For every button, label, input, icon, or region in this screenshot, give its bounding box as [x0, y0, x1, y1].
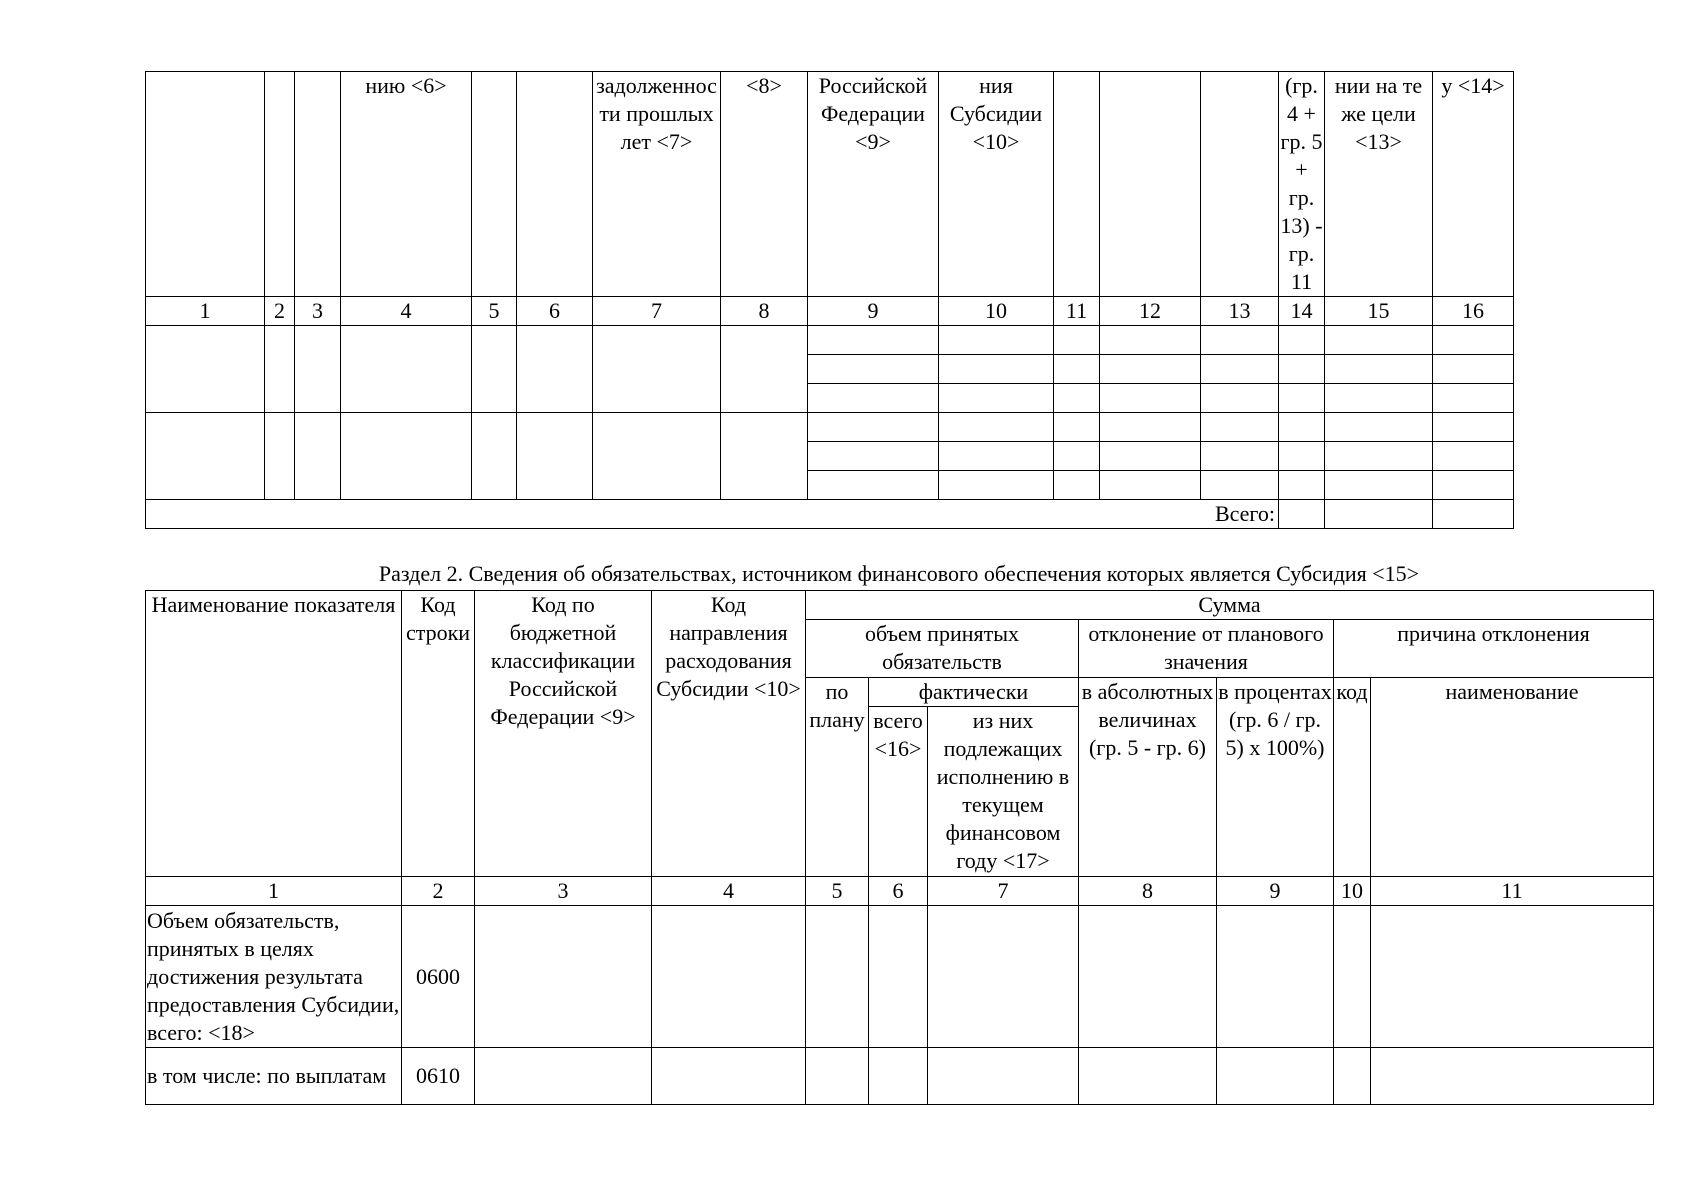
- header-sum: Сумма: [806, 591, 1654, 620]
- column-number: 2: [265, 297, 295, 326]
- empty-cell: [1325, 413, 1433, 442]
- empty-cell: [1279, 355, 1325, 384]
- empty-cell: [472, 413, 517, 500]
- empty-cell: [1334, 906, 1371, 1048]
- section2-caption: Раздел 2. Сведения об обязательствах, источником финансового обеспечения которых является Субсидия <15>: [378, 561, 1420, 586]
- empty-cell: [265, 413, 295, 500]
- empty-cell: [806, 906, 869, 1048]
- header-cell: [265, 72, 295, 297]
- empty-cell: [1325, 500, 1433, 529]
- column-number: 4: [652, 877, 806, 906]
- header-name: Наименование показателя: [146, 591, 402, 877]
- empty-cell: [1201, 413, 1279, 442]
- empty-cell: [146, 326, 265, 413]
- header-plan: по плану: [806, 678, 869, 877]
- table-row: [146, 906, 1654, 1048]
- section2-header-row: [146, 591, 1654, 620]
- header-cell: [295, 72, 341, 297]
- empty-cell: [1079, 1048, 1217, 1105]
- empty-cell: [1054, 326, 1100, 355]
- column-number: 6: [869, 877, 928, 906]
- column-number: 16: [1433, 297, 1514, 326]
- empty-cell: [1054, 355, 1100, 384]
- column-number: 1: [146, 297, 265, 326]
- section1-header-row: [146, 72, 1514, 297]
- column-number: 7: [928, 877, 1079, 906]
- empty-cell: [1100, 326, 1201, 355]
- empty-cell: [517, 413, 593, 500]
- header-cell: [1100, 72, 1201, 297]
- header-volume: объем принятых обязательств: [806, 620, 1079, 678]
- empty-cell: [1054, 471, 1100, 500]
- empty-cell: [939, 384, 1054, 413]
- empty-cell: [1433, 471, 1514, 500]
- row-code: 0610: [402, 1048, 475, 1105]
- empty-cell: [295, 326, 341, 413]
- empty-cell: [1217, 1048, 1334, 1105]
- header-line-code: Код строки: [402, 591, 475, 877]
- table-row: [146, 413, 1514, 442]
- empty-cell: [517, 326, 593, 413]
- empty-cell: [1100, 355, 1201, 384]
- header-cell: [146, 72, 265, 297]
- header-cell: нию <6>: [341, 72, 472, 297]
- empty-cell: [808, 413, 939, 442]
- empty-cell: [1371, 906, 1654, 1048]
- table-row: [146, 326, 1514, 355]
- empty-cell: [1201, 355, 1279, 384]
- column-number: 7: [593, 297, 721, 326]
- header-cell: задолженности прошлых лет <7>: [593, 72, 721, 297]
- empty-cell: [806, 1048, 869, 1105]
- column-number: 6: [517, 297, 593, 326]
- column-number: 3: [295, 297, 341, 326]
- empty-cell: [1279, 326, 1325, 355]
- empty-cell: [1201, 471, 1279, 500]
- section2-table: [145, 590, 1654, 1105]
- column-number: 3: [475, 877, 652, 906]
- header-cell: (гр. 4 + гр. 5 + гр. 13) - гр. 11: [1279, 72, 1325, 297]
- column-number: 4: [341, 297, 472, 326]
- header-reason: причина отклонения: [1334, 620, 1654, 678]
- empty-cell: [928, 1048, 1079, 1105]
- total-row: [146, 500, 1514, 529]
- column-number: 15: [1325, 297, 1433, 326]
- header-abs: в абсолютных величинах (гр. 5 - гр. 6): [1079, 678, 1217, 877]
- empty-cell: [1334, 1048, 1371, 1105]
- empty-cell: [475, 906, 652, 1048]
- empty-cell: [1433, 442, 1514, 471]
- empty-cell: [1100, 413, 1201, 442]
- column-number: 5: [806, 877, 869, 906]
- empty-cell: [869, 906, 928, 1048]
- empty-cell: [1054, 413, 1100, 442]
- header-cell: <8>: [721, 72, 808, 297]
- empty-cell: [1201, 442, 1279, 471]
- empty-cell: [869, 1048, 928, 1105]
- table-row: [146, 1048, 1654, 1105]
- header-deviation: отклонение от планового значения: [1079, 620, 1334, 678]
- header-cell: ния Субсидии <10>: [939, 72, 1054, 297]
- header-actual-current: из них подлежащих исполнению в текущем финансовом году <17>: [928, 707, 1079, 877]
- empty-cell: [295, 413, 341, 500]
- column-number: 12: [1100, 297, 1201, 326]
- empty-cell: [721, 326, 808, 413]
- empty-cell: [1371, 1048, 1654, 1105]
- column-number: 10: [1334, 877, 1371, 906]
- empty-cell: [939, 471, 1054, 500]
- column-number: 11: [1054, 297, 1100, 326]
- empty-cell: [652, 906, 806, 1048]
- header-direction-code: Код направления расходования Субсидии <10>: [652, 591, 806, 877]
- header-actual: фактически: [869, 678, 1079, 707]
- column-number: 9: [1217, 877, 1334, 906]
- empty-cell: [1325, 326, 1433, 355]
- empty-cell: [1054, 442, 1100, 471]
- header-budget-code: Код по бюджетной классификации Российской Федерации <9>: [475, 591, 652, 877]
- header-reason-name: наименование: [1371, 678, 1654, 877]
- empty-cell: [721, 413, 808, 500]
- empty-cell: [475, 1048, 652, 1105]
- header-code: код: [1334, 678, 1371, 877]
- total-label: Всего:: [146, 500, 1279, 529]
- empty-cell: [808, 471, 939, 500]
- empty-cell: [1201, 384, 1279, 413]
- section1-table: [145, 71, 1514, 529]
- empty-cell: [808, 384, 939, 413]
- empty-cell: [1100, 471, 1201, 500]
- header-actual-total: всего <16>: [869, 707, 928, 877]
- empty-cell: [341, 326, 472, 413]
- column-number: 2: [402, 877, 475, 906]
- empty-cell: [1325, 355, 1433, 384]
- header-cell: у <14>: [1433, 72, 1514, 297]
- column-numbers-row: [146, 877, 1654, 906]
- empty-cell: [1079, 906, 1217, 1048]
- empty-cell: [1433, 384, 1514, 413]
- empty-cell: [939, 442, 1054, 471]
- header-cell: нии на те же цели <13>: [1325, 72, 1433, 297]
- row-name: в том числе: по выплатам: [146, 1048, 402, 1105]
- empty-cell: [928, 906, 1079, 1048]
- empty-cell: [1433, 413, 1514, 442]
- row-code: 0600: [402, 906, 475, 1048]
- empty-cell: [1054, 384, 1100, 413]
- column-number: 9: [808, 297, 939, 326]
- empty-cell: [1279, 500, 1325, 529]
- column-number: 14: [1279, 297, 1325, 326]
- header-cell: Российской Федерации <9>: [808, 72, 939, 297]
- header-cell: [1201, 72, 1279, 297]
- header-pct: в процентах (гр. 6 / гр. 5) x 100%): [1217, 678, 1334, 877]
- header-cell: [472, 72, 517, 297]
- empty-cell: [1279, 413, 1325, 442]
- empty-cell: [1433, 326, 1514, 355]
- empty-cell: [1279, 384, 1325, 413]
- column-number: 5: [472, 297, 517, 326]
- empty-cell: [808, 355, 939, 384]
- empty-cell: [1325, 442, 1433, 471]
- empty-cell: [652, 1048, 806, 1105]
- empty-cell: [593, 413, 721, 500]
- empty-cell: [265, 326, 295, 413]
- empty-cell: [472, 326, 517, 413]
- column-number: 10: [939, 297, 1054, 326]
- empty-cell: [1100, 442, 1201, 471]
- empty-cell: [1433, 355, 1514, 384]
- empty-cell: [1279, 442, 1325, 471]
- empty-cell: [1201, 326, 1279, 355]
- empty-cell: [808, 442, 939, 471]
- empty-cell: [1217, 906, 1334, 1048]
- empty-cell: [593, 326, 721, 413]
- empty-cell: [1433, 500, 1514, 529]
- empty-cell: [808, 326, 939, 355]
- empty-cell: [1325, 384, 1433, 413]
- empty-cell: [939, 413, 1054, 442]
- empty-cell: [1325, 471, 1433, 500]
- header-cell: [1054, 72, 1100, 297]
- column-number: 13: [1201, 297, 1279, 326]
- empty-cell: [146, 413, 265, 500]
- empty-cell: [939, 355, 1054, 384]
- column-number: 11: [1371, 877, 1654, 906]
- empty-cell: [1100, 384, 1201, 413]
- empty-cell: [1279, 471, 1325, 500]
- column-numbers-row: [146, 297, 1514, 326]
- empty-cell: [341, 413, 472, 500]
- empty-cell: [939, 326, 1054, 355]
- header-cell: [517, 72, 593, 297]
- column-number: 1: [146, 877, 402, 906]
- row-name: Объем обязательств, принятых в целях достижения результата предоставления Субсидии, всего: <18>: [146, 906, 402, 1048]
- column-number: 8: [721, 297, 808, 326]
- column-number: 8: [1079, 877, 1217, 906]
